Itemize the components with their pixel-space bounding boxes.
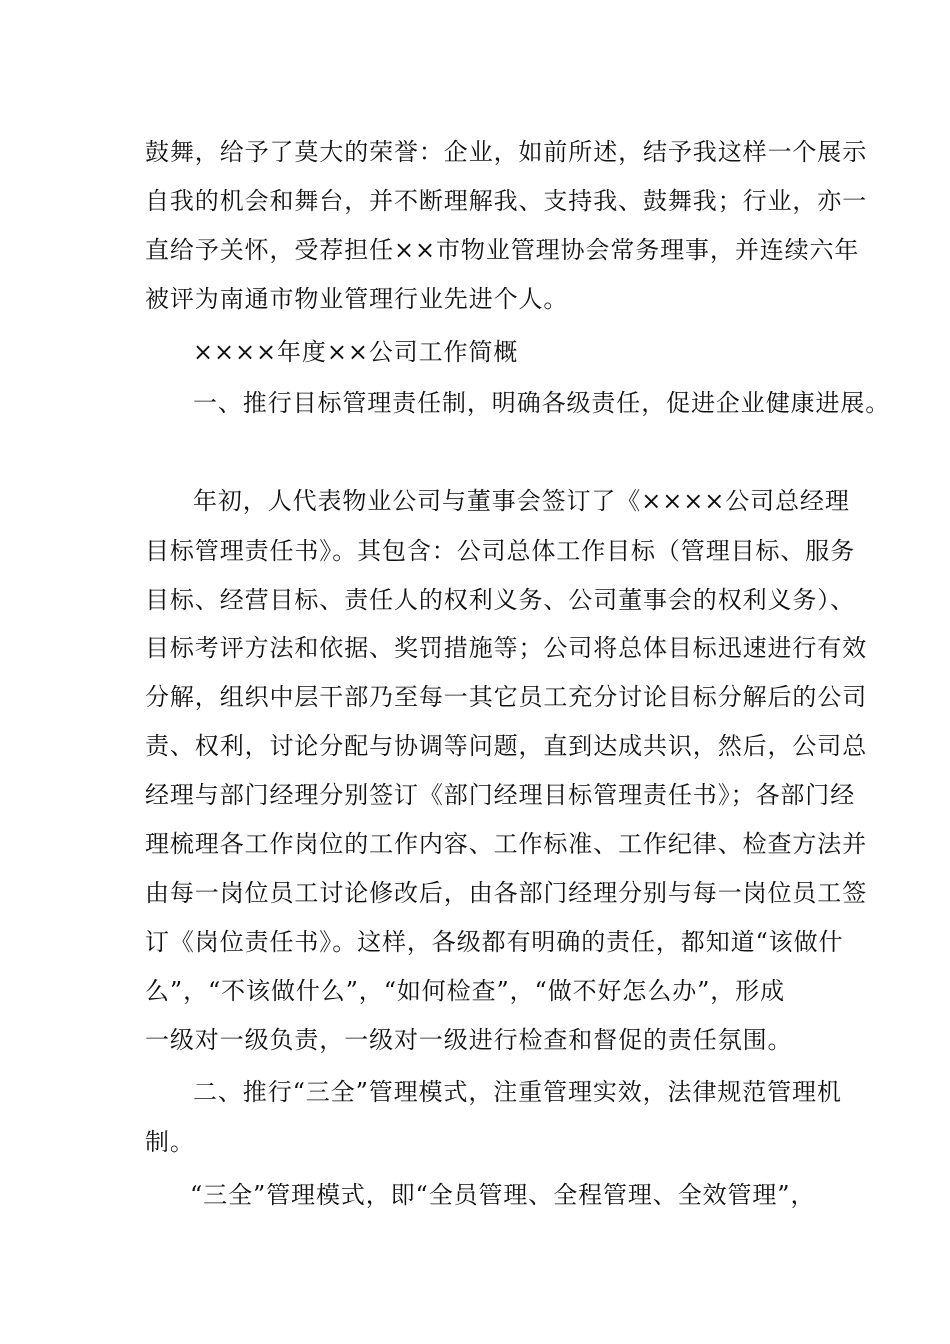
- paragraph-line: 一级对一级负责，一级对一级进行检查和督促的责任氛围。: [145, 1026, 793, 1054]
- paragraph-line: 责、权利，讨论分配与协调等问题，直到达成共识，然后，公司总: [145, 732, 868, 760]
- paragraph-line: 理梳理各工作岗位的工作内容、工作标准、工作纪律、检查方法并: [145, 830, 868, 858]
- paragraph-line: “三全”管理模式，即“全员管理、全程管理、全效管理”，: [190, 1181, 816, 1209]
- paragraph-line: 目标管理责任书》。其包含：公司总体工作目标（管理目标、服务: [145, 537, 856, 565]
- paragraph-line: 目标考评方法和依据、奖罚措施等；公司将总体目标迅速进行有效: [145, 634, 868, 662]
- paragraph-line: 经理与部门经理分别签订《部门经理目标管理责任书》；各部门经: [145, 781, 856, 809]
- paragraph-line: 鼓舞，给予了莫大的荣誉：企业，如前所述，结予我这样一个展示: [145, 138, 868, 166]
- paragraph-line: 么”，“不该做什么”，“如何检查”，“做不好怎么办”，形成: [145, 977, 785, 1005]
- paragraph-line: 年初，人代表物业公司与董事会签订了《××××公司总经理: [193, 487, 850, 515]
- paragraph-line: 目标、经营目标、责任人的权利义务、公司董事会的权利义务）、: [145, 586, 856, 614]
- section-heading: 二、推行“三全”管理模式，注重管理实效，法律规范管理机: [193, 1078, 842, 1106]
- paragraph-line: 分解，组织中层干部乃至每一其它员工充分讨论目标分解后的公司: [145, 683, 868, 711]
- paragraph-line: 制。: [145, 1128, 195, 1156]
- paragraph-line: 直给予关怀，受荐担任××市物业管理协会常务理事，并连续六年: [145, 236, 860, 264]
- paragraph-line: 由每一岗位员工讨论修改后，由各部门经理分别与每一岗位员工签: [145, 879, 868, 907]
- paragraph-line: 自我的机会和舞台，并不断理解我、支持我、鼓舞我；行业，亦一: [145, 187, 868, 215]
- paragraph-line: 订《岗位责任书》。这样，各级都有明确的责任，都知道“该做什: [145, 928, 844, 956]
- section-heading: ××××年度××公司工作简概: [193, 338, 519, 366]
- paragraph-line: 被评为南通市物业管理行业先进个人。: [145, 285, 569, 313]
- section-heading: 一、推行目标管理责任制，明确各级责任，促进企业健康进展。: [193, 389, 891, 417]
